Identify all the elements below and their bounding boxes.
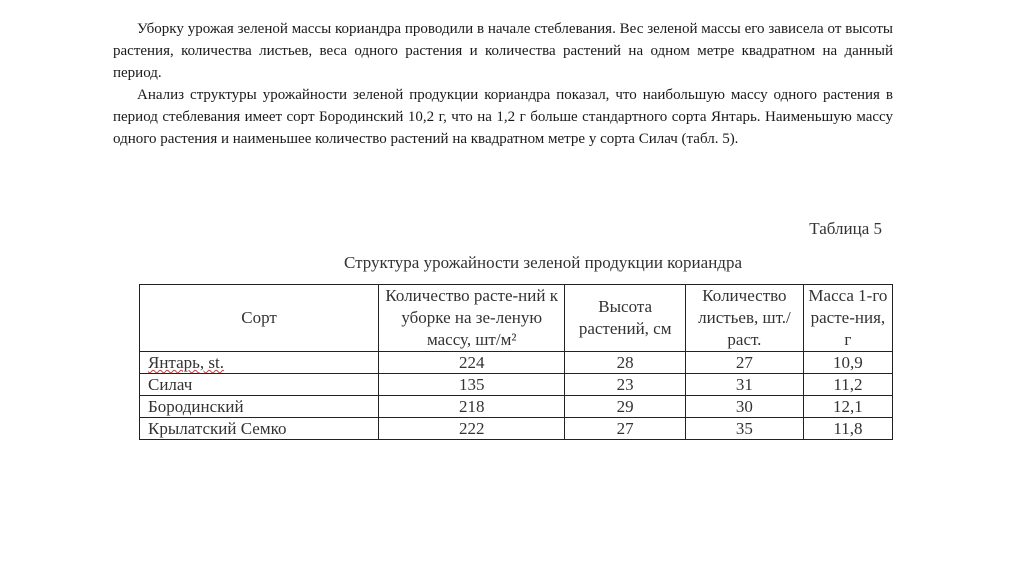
yield-structure-table [139, 284, 893, 440]
table-row [140, 352, 893, 374]
cell-plant-mass: 11,8 [803, 418, 892, 440]
cell-plant-height: 28 [565, 352, 686, 374]
cell-plant-mass: 10,9 [803, 352, 892, 374]
header-plant-height: Высота растений, см [565, 285, 686, 352]
table-header-row [140, 285, 893, 352]
cell-leaf-count: 30 [686, 396, 804, 418]
header-plant-count: Количество расте-ний к уборке на зе-леную массу, шт/м² [379, 285, 565, 352]
cell-variety: Бородинский [140, 396, 379, 418]
cell-plant-count: 135 [379, 374, 565, 396]
cell-plant-count: 222 [379, 418, 565, 440]
table-row [140, 418, 893, 440]
cell-variety: Крылатский Семко [140, 418, 379, 440]
body-text [113, 18, 893, 150]
cell-variety-text: Янтарь, st. [148, 353, 224, 372]
paragraph-2: Анализ структуры урожайности зеленой продукции кориандра показал, что наибольшую массу одного растения в период стеблевания имеет сорт Бородинский 10,2 г, что на 1,2 г больше стандартного сорта Янтарь. Наименьшую массу одного растения и наименьшее количество растений на квадратном метре у сорта Силач (табл. 5). [113, 87, 893, 147]
cell-plant-height: 27 [565, 418, 686, 440]
cell-plant-count: 218 [379, 396, 565, 418]
header-leaf-count: Количество листьев, шт./раст. [686, 285, 804, 352]
cell-plant-mass: 11,2 [803, 374, 892, 396]
cell-variety: Силач [140, 374, 379, 396]
table-row [140, 396, 893, 418]
table-number-label: Таблица 5 [809, 219, 882, 238]
cell-plant-height: 29 [565, 396, 686, 418]
header-plant-mass: Масса 1-го расте-ния, г [803, 285, 892, 352]
cell-plant-count: 224 [379, 352, 565, 374]
table-title: Структура урожайности зеленой продукции кориандра [344, 253, 742, 272]
cell-leaf-count: 27 [686, 352, 804, 374]
table-row [140, 374, 893, 396]
header-variety: Сорт [140, 285, 379, 352]
cell-leaf-count: 35 [686, 418, 804, 440]
paragraph-1: Уборку урожая зеленой массы кориандра проводили в начале стеблевания. Вес зеленой массы его зависела от высоты растения, количества листьев, веса одного растения и количества растений на одном метре квадратном на данный период. [113, 21, 893, 81]
cell-plant-height: 23 [565, 374, 686, 396]
cell-plant-mass: 12,1 [803, 396, 892, 418]
cell-variety [140, 352, 379, 374]
cell-leaf-count: 31 [686, 374, 804, 396]
